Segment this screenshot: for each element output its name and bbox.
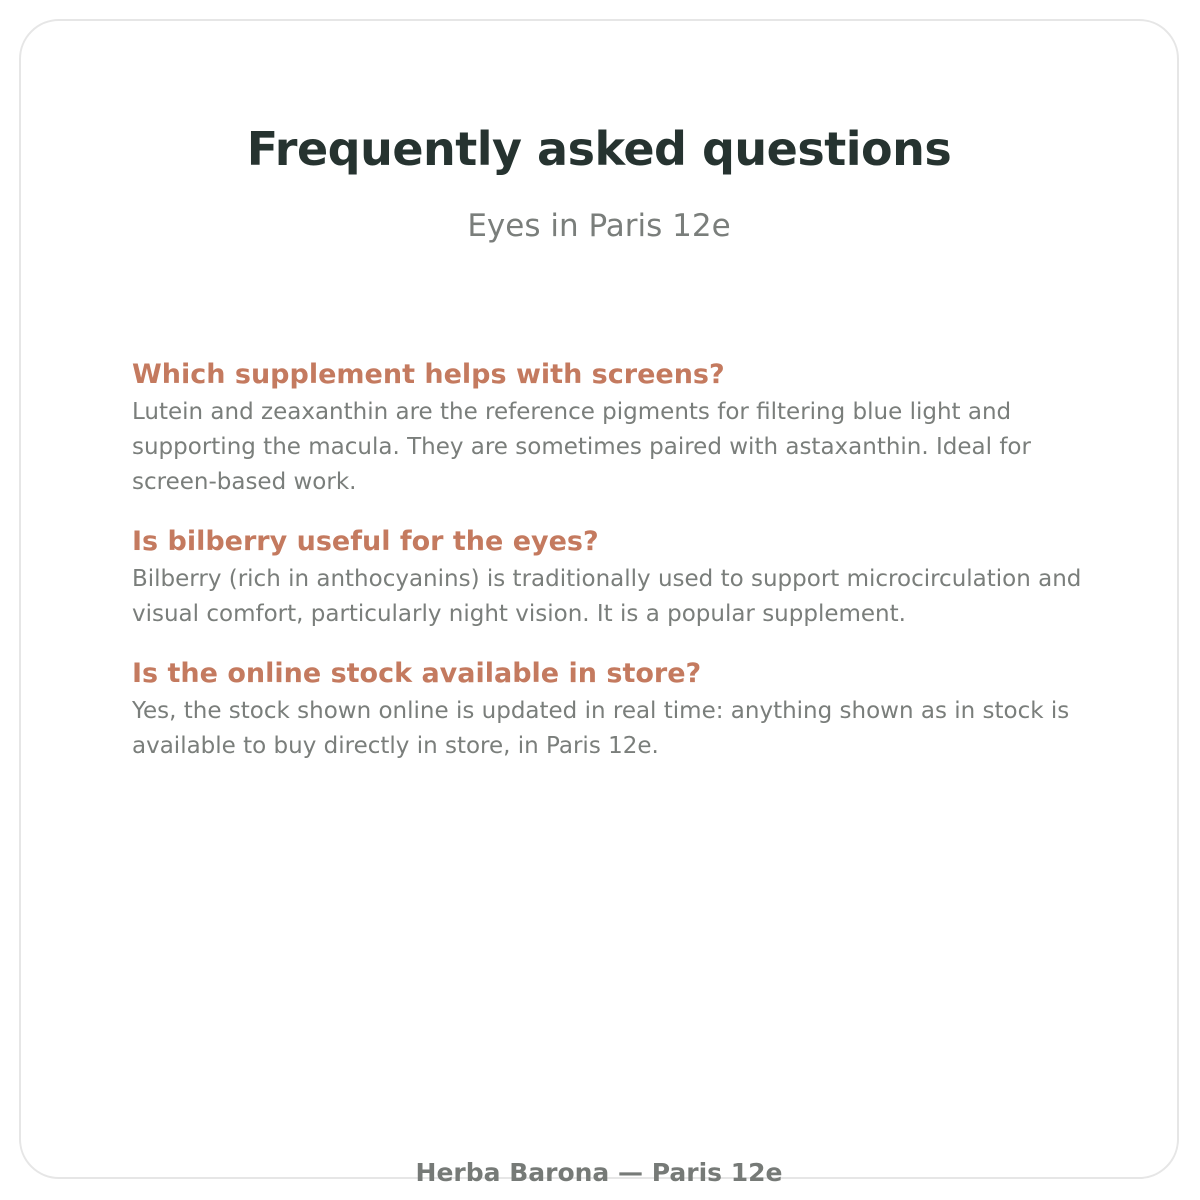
faq-question: Which supplement helps with screens?	[132, 359, 725, 390]
page-title: Frequently asked questions	[246, 122, 952, 176]
faq-list	[132, 355, 1122, 786]
faq-answer: Bilberry (rich in anthocyanins) is traditionally used to support microcirculation and visual comfort, particularly night vision. It is a popular supplement.	[132, 566, 1082, 627]
faq-question: Is bilberry useful for the eyes?	[132, 526, 599, 557]
faq-card	[19, 19, 1179, 1187]
faq-answer: Yes, the stock shown online is updated in real time: anything shown as in stock is available to buy directly in store, in Paris 12e.	[132, 698, 1070, 759]
footer-brand: Herba Barona — Paris 12e	[415, 1158, 783, 1187]
faq-item	[132, 522, 1122, 632]
faq-item	[132, 654, 1122, 764]
page-subtitle: Eyes in Paris 12e	[467, 208, 731, 244]
faq-question: Is the online stock available in store?	[132, 658, 702, 689]
faq-answer: Lutein and zeaxanthin are the reference pigments for filtering blue light and supporting the macula. They are sometimes paired with astaxanthin. Ideal for screen-based work.	[132, 399, 1031, 495]
faq-item	[132, 355, 1122, 500]
